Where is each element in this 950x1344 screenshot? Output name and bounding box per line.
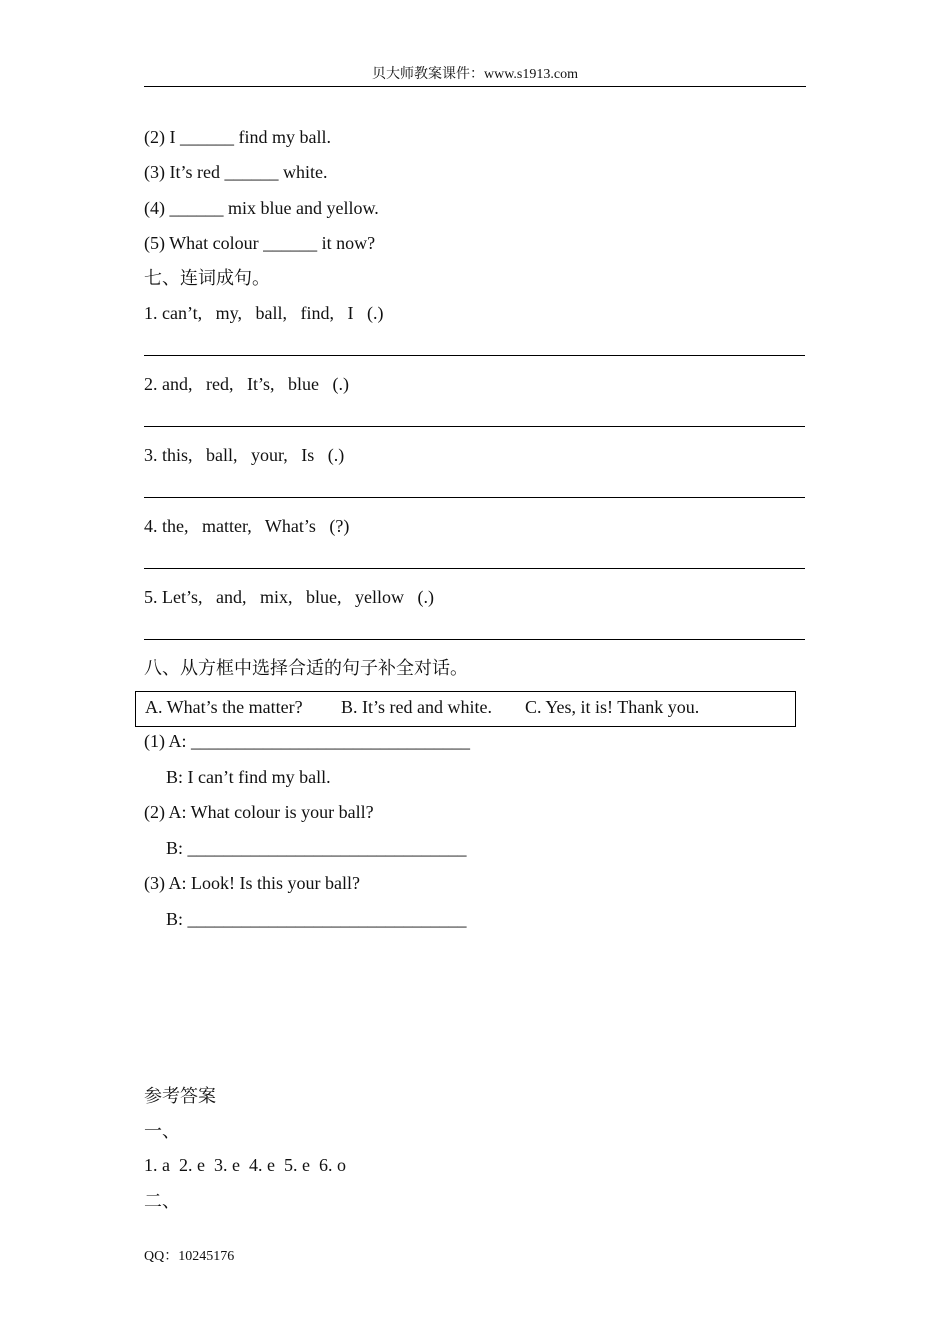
dialog-2-b: B: _______________________________ <box>166 838 467 858</box>
section7-title: 七、连词成句。 <box>144 268 270 288</box>
answers-part1-text: 1. a 2. e 3. e 4. e 5. e 6. o <box>144 1155 346 1175</box>
fill-item-5: (5) What colour ______ it now? <box>144 233 376 253</box>
fill-item-4: (4) ______ mix blue and yellow. <box>144 198 379 218</box>
answer-line-1 <box>144 355 805 356</box>
dialog-1-a: (1) A: _______________________________ <box>144 731 470 751</box>
option-b: B. It’s red and white. <box>341 697 492 717</box>
dialog-3-a: (3) A: Look! Is this your ball? <box>144 873 360 893</box>
answers-part2-label: 二、 <box>144 1191 180 1211</box>
answers-title: 参考答案 <box>144 1086 216 1106</box>
sentence-item-4: 4. the, matter, What’s (?) <box>144 516 350 536</box>
sentence-item-5: 5. Let’s, and, mix, blue, yellow (.) <box>144 587 434 607</box>
fill-item-2: (2) I ______ find my ball. <box>144 127 331 147</box>
sentence-item-3: 3. this, ball, your, Is (.) <box>144 445 345 465</box>
option-c: C. Yes, it is! Thank you. <box>525 697 700 717</box>
sentence-item-1: 1. can’t, my, ball, find, I (.) <box>144 303 384 323</box>
answers-part1-label: 一、 <box>144 1121 180 1141</box>
page-footer: QQ：10245176 <box>144 1249 235 1264</box>
page-header: 贝大师教案课件：www.s1913.com <box>144 66 806 87</box>
dialog-1-b: B: I can’t find my ball. <box>166 767 331 787</box>
answer-line-5 <box>144 639 805 640</box>
dialog-3-b: B: _______________________________ <box>166 909 467 929</box>
answer-line-3 <box>144 497 805 498</box>
options-box <box>135 691 796 727</box>
answer-line-2 <box>144 426 805 427</box>
answer-line-4 <box>144 568 805 569</box>
fill-item-3: (3) It’s red ______ white. <box>144 162 328 182</box>
option-a: A. What’s the matter? <box>145 697 303 717</box>
dialog-2-a: (2) A: What colour is your ball? <box>144 802 374 822</box>
sentence-item-2: 2. and, red, It’s, blue (.) <box>144 374 349 394</box>
section8-title: 八、从方框中选择合适的句子补全对话。 <box>144 658 468 678</box>
